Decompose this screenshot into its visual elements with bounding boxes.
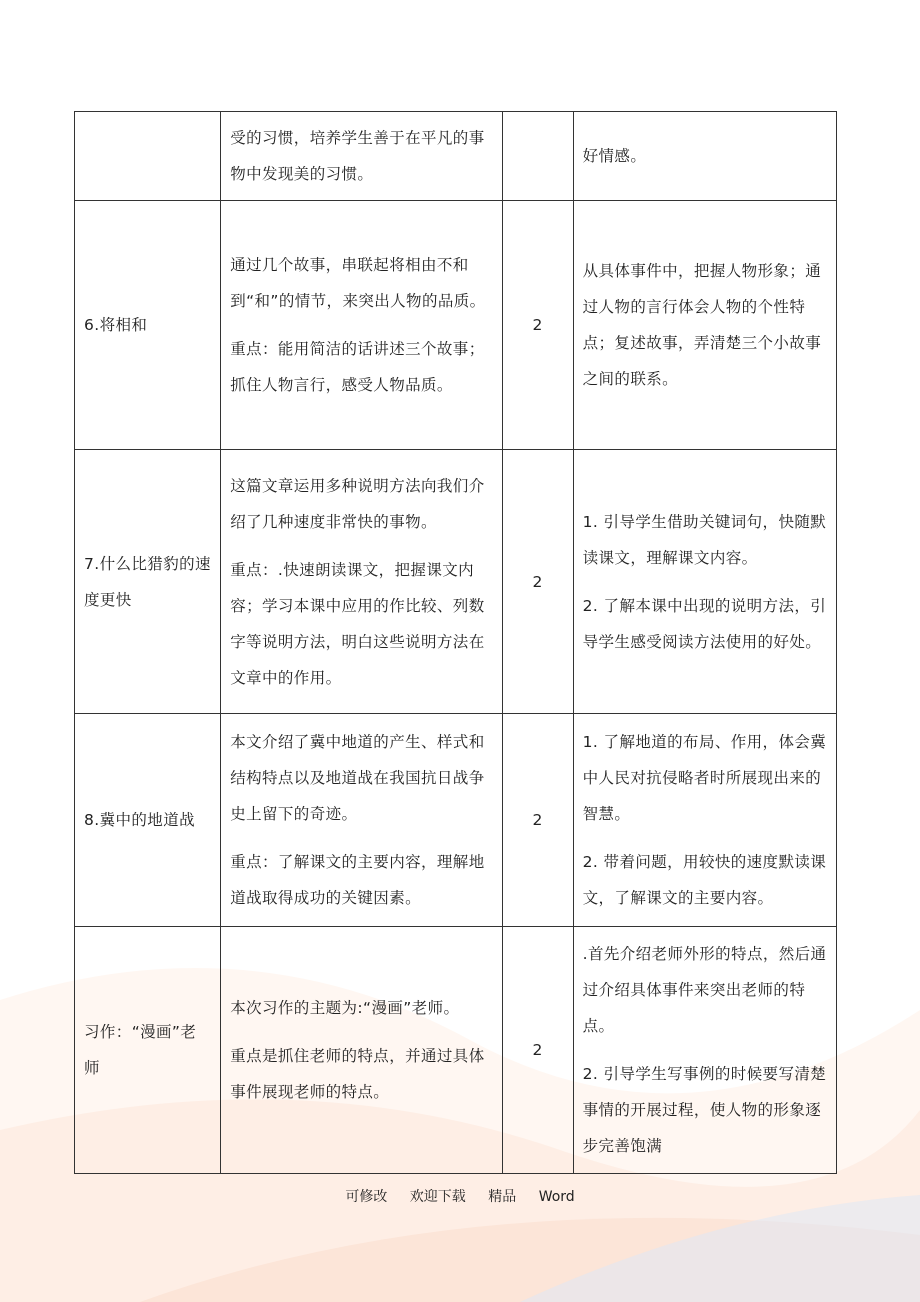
content-cell xyxy=(221,927,502,1174)
method-cell xyxy=(573,450,836,714)
content-cell xyxy=(221,201,502,450)
table-row xyxy=(75,714,837,927)
method-paragraph: 从具体事件中，把握人物形象；通过人物的言行体会人物的个性特点；复述故事，弄清楚三个小故事之间的联系。 xyxy=(582,262,822,388)
method-paragraph: 好情感。 xyxy=(582,147,647,165)
lesson-cell xyxy=(75,112,221,201)
lesson-cell: 8.冀中的地道战 xyxy=(75,714,221,927)
method-cell xyxy=(573,714,836,927)
method-paragraph: 2. 带着问题，用较快的速度默读课文，了解课文的主要内容。 xyxy=(582,853,827,907)
content-paragraph: 本文介绍了冀中地道的产生、样式和结构特点以及地道战在我国抗日战争史上留下的奇迹。 xyxy=(230,733,485,823)
content-cell xyxy=(221,112,502,201)
content-paragraph: 重点：.快速朗读课文，把握课文内容；学习本课中应用的作比较、列数字等说明方法，明白这些说明方法在文章中的作用。 xyxy=(230,560,485,687)
lesson-cell: 习作：“漫画”老师 xyxy=(75,927,221,1174)
method-cell xyxy=(573,112,836,201)
footer-format-text: Word xyxy=(538,1189,575,1205)
hours-cell: 2 xyxy=(502,201,573,450)
table-row xyxy=(75,450,837,714)
method-cell xyxy=(573,201,836,450)
footer-editable-text: 可修改 xyxy=(345,1189,388,1205)
content-paragraph: 重点：了解课文的主要内容，理解地道战取得成功的关键因素。 xyxy=(230,853,485,907)
method-paragraph: 1. 引导学生借助关键词句，快随默读课文，理解课文内容。 xyxy=(582,512,827,567)
content-cell xyxy=(221,714,502,927)
footer-welcome-text: 欢迎下载 xyxy=(409,1189,466,1205)
content-cell xyxy=(221,450,502,714)
content-paragraph: 重点：能用简洁的话讲述三个故事；抓住人物言行，感受人物品质。 xyxy=(230,340,485,394)
hours-cell: 2 xyxy=(502,927,573,1174)
lesson-cell: 6.将相和 xyxy=(75,201,221,450)
content-paragraph: 本次习作的主题为:“漫画”老师。 xyxy=(230,999,460,1017)
method-paragraph: 2. 了解本课中出现的说明方法，引导学生感受阅读方法使用的好处。 xyxy=(582,596,827,651)
content-paragraph: 受的习惯，培养学生善于在平凡的事物中发现美的习惯。 xyxy=(230,129,485,183)
content-paragraph: 通过几个故事，串联起将相由不和到“和”的情节，来突出人物的品质。 xyxy=(230,256,486,310)
table-row xyxy=(75,927,837,1174)
footer-quality-text: 精品 xyxy=(488,1189,517,1205)
page-footer xyxy=(0,1186,920,1206)
hours-cell: 2 xyxy=(502,714,573,927)
content-paragraph: 这篇文章运用多种说明方法向我们介绍了几种速度非常快的事物。 xyxy=(230,476,485,531)
table-row xyxy=(75,112,837,201)
method-paragraph: 2. 引导学生写事例的时候要写清楚事情的开展过程，使人物的形象逐步完善饱满 xyxy=(582,1065,827,1155)
method-paragraph: 1. 了解地道的布局、作用，体会冀中人民对抗侵略者时所展现出来的智慧。 xyxy=(582,733,827,823)
table-row xyxy=(75,201,837,450)
lesson-plan-table xyxy=(74,111,837,1174)
hours-cell: 2 xyxy=(502,450,573,714)
lesson-cell: 7.什么比猎豹的速度更快 xyxy=(75,450,221,714)
method-paragraph: .首先介绍老师外形的特点，然后通过介绍具体事件来突出老师的特点。 xyxy=(582,945,827,1035)
content-paragraph: 重点是抓住老师的特点，并通过具体事件展现老师的特点。 xyxy=(230,1047,485,1101)
hours-cell xyxy=(502,112,573,201)
method-cell xyxy=(573,927,836,1174)
